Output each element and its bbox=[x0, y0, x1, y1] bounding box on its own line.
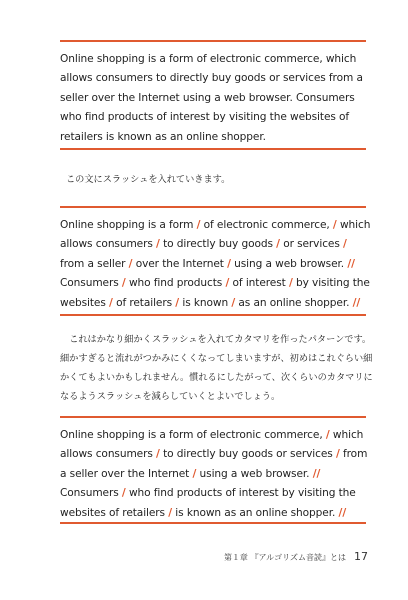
instruction-note: この文にスラッシュを入れていきます。 bbox=[66, 174, 231, 185]
page-footer bbox=[224, 550, 368, 563]
slash-mark: / bbox=[335, 448, 340, 461]
slash-mark: / bbox=[192, 467, 197, 480]
rule-bottom bbox=[60, 522, 366, 524]
slashed-passage-coarse: Online shopping is a form of electronic commerce, / which allows consumers / to directly buy goods or services / from a seller over the Internet / using a web browser. // Consumers / who find products of interest by visiting the websites of retailers / is known as an online shopper. // bbox=[60, 429, 368, 519]
slash-mark: / bbox=[156, 448, 160, 461]
rule-after-slashed-many bbox=[60, 314, 366, 316]
slash-mark: / bbox=[121, 487, 126, 500]
slash-mark: / bbox=[168, 506, 173, 519]
slash-mark: / bbox=[325, 429, 330, 441]
rule-before-slashed-many bbox=[60, 206, 366, 208]
double-slash-mark: // bbox=[352, 296, 361, 309]
slash-mark: / bbox=[227, 257, 231, 270]
rule-top bbox=[60, 40, 366, 42]
slash-mark: / bbox=[343, 238, 347, 251]
explanation-note: これはかなり細かくスラッシュを入れてカタマリを作ったパターンです。細かすぎると流れがつかみにくくなってしまいますが、初めはこれぐらい細かくてもよいかもしれません。慣れるにしたがって、次くらいのカタマリになるようスラッシュを減らしていくとよいでしょう。 bbox=[60, 334, 373, 402]
slash-mark: / bbox=[128, 257, 133, 270]
rule-after-plain bbox=[60, 148, 366, 150]
slash-mark: / bbox=[332, 219, 337, 231]
slash-mark: / bbox=[175, 296, 180, 309]
slash-mark: / bbox=[225, 277, 230, 290]
chapter-title: 第１章 『アルゴリズム音読』とは bbox=[223, 553, 346, 562]
slash-mark: / bbox=[231, 296, 236, 309]
page-number: 17 bbox=[354, 550, 368, 563]
slash-mark: / bbox=[276, 238, 280, 251]
slashed-passage-fine: Online shopping is a form / of electronic commerce, / which allows consumers / to directly buy goods / or services / from a seller / over the Internet / using a web browser. // Consumers / who find products / of interest / by visiting the websites / of retailers / is known / as an online shopper. // bbox=[60, 219, 371, 309]
slash-mark: / bbox=[288, 277, 293, 290]
slash-mark: / bbox=[156, 238, 160, 251]
double-slash-mark: // bbox=[312, 467, 321, 480]
plain-passage: Online shopping is a form of electronic commerce, which allows consumers to directly buy goods or services from a seller over the Internet using a web browser. Consumers who find products of interest by visiting the websites of retailers is known as an online shopper. bbox=[60, 53, 363, 143]
slash-mark: / bbox=[109, 296, 113, 309]
double-slash-mark: // bbox=[338, 506, 347, 519]
double-slash-mark: // bbox=[347, 257, 355, 270]
rule-before-slashed-few bbox=[60, 416, 366, 418]
slash-mark: / bbox=[196, 219, 201, 231]
slash-mark: / bbox=[121, 277, 126, 290]
